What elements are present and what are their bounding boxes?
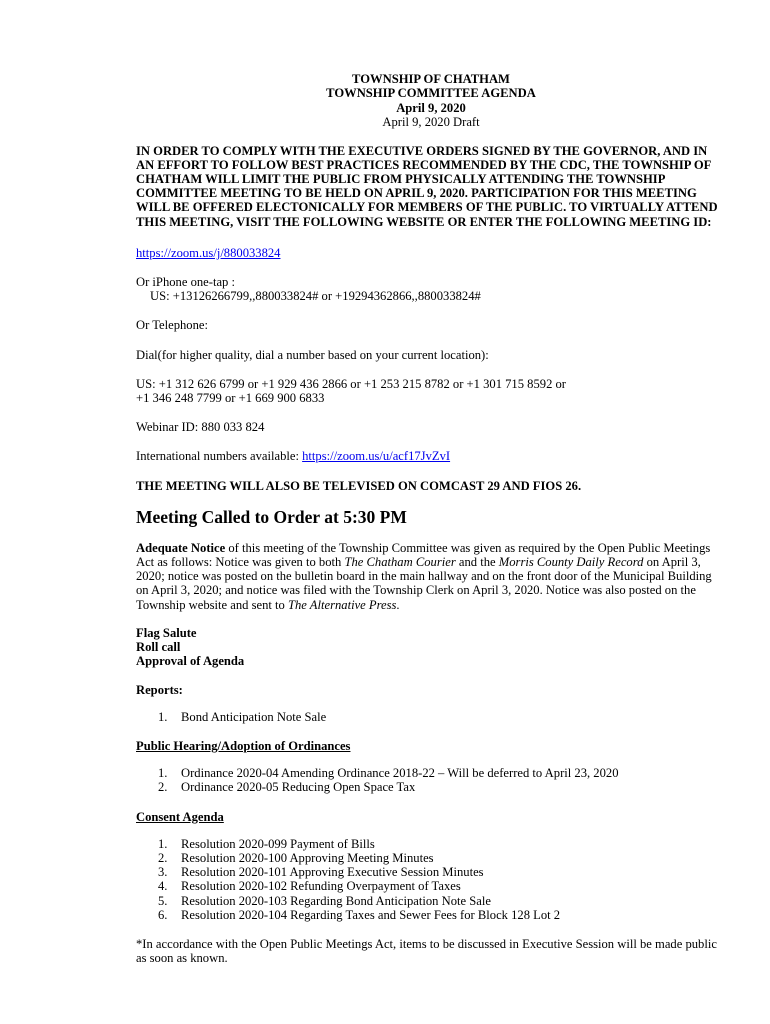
international-numbers-link[interactable]: https://zoom.us/u/acf17JvZvI [302,449,451,464]
list-item [136,894,726,908]
resolution-item-text: Resolution 2020-099 Payment of Bills [181,836,375,851]
flag-salute: Flag Salute [136,625,197,640]
list-item [136,908,726,922]
iphone-numbers: US: +13126266799,,880033824# or +19294362866,,880033824# [150,289,481,304]
resolution-item-text: Resolution 2020-100 Approving Meeting Minutes [181,850,434,865]
list-item [136,851,726,865]
list-number: 2. [158,780,168,795]
list-item [136,865,726,879]
list-number: 6. [158,907,168,922]
ordinances-list [136,766,726,794]
list-number: 1. [158,709,168,724]
reports-heading: Reports: [136,682,183,697]
executive-session-footnote: *In accordance with the Open Public Meetings Act, items to be discussed in Executive Session will be made public as soon as known. [136,936,717,966]
resolution-item-text: Resolution 2020-103 Regarding Bond Anticipation Note Sale [181,893,491,908]
reports-list [136,710,726,724]
draft-label: April 9, 2020 Draft [382,115,480,130]
list-item [136,879,726,893]
adequate-notice-lead: Adequate Notice [136,540,226,555]
list-number: 2. [158,850,168,865]
adequate-text-1: of this meeting of the Township Committee was given as required by the Open Public Meetings Act as follows: Notice was given to both [136,540,711,570]
resolution-item-text: Resolution 2020-102 Refunding Overpayment of Taxes [181,879,461,894]
resolution-item-text: Resolution 2020-101 Approving Executive Session Minutes [181,865,484,880]
zoom-meeting-link[interactable]: https://zoom.us/j/880033824 [136,245,281,260]
daily-record-title: Morris County Daily Record [498,555,644,570]
dial-label: Dial(for higher quality, dial a number based on your current location): [136,347,489,362]
township-title: TOWNSHIP OF CHATHAM [352,72,510,86]
televised-notice: THE MEETING WILL ALSO BE TELEVISED ON COMCAST 29 AND FIOS 26. [136,478,582,493]
phone-numbers-line1: US: +1 312 626 6799 or +1 929 436 2866 or +1 253 215 8782 or +1 301 715 8592 or [136,376,567,391]
zoom-link-line [136,246,726,260]
international-label: International numbers available: [136,449,303,464]
list-number: 1. [158,766,168,781]
iphone-label: Or iPhone one-tap : [136,275,235,290]
adequate-text-4: . [396,597,400,612]
list-item [136,837,726,851]
adequate-text-2: and the [455,555,499,570]
agenda-title: TOWNSHIP COMMITTEE AGENDA [326,86,536,101]
alternative-press-title: The Alternative Press [287,597,397,612]
ordinance-item-text: Ordinance 2020-05 Reducing Open Space Tax [181,780,416,795]
approval-of-agenda: Approval of Agenda [136,654,245,669]
ordinances-heading: Public Hearing/Adoption of Ordinances [136,738,351,753]
list-number: 4. [158,879,168,894]
adequate-notice-paragraph [136,541,726,612]
list-number: 3. [158,865,168,880]
phone-numbers-line2: +1 346 248 7799 or +1 669 900 6833 [136,391,325,406]
adequate-text-3: on April 3, 2020; notice was posted on the bulletin board in the main hallway and on the front door of the Municipal Building on April 3, 2020; and notice was filed with the Township Clerk on April 3, 2020. Notice was also posted on the Township website and sent to [136,555,712,612]
list-item [136,780,726,794]
list-item [136,766,726,780]
roll-call: Roll call [136,640,181,655]
agenda-date: April 9, 2020 [396,100,466,115]
meeting-called-heading: Meeting Called to Order at 5:30 PM [136,506,407,527]
list-number: 1. [158,836,168,851]
list-item [136,710,726,724]
list-number: 5. [158,893,168,908]
consent-agenda-heading: Consent Agenda [136,809,224,824]
agenda-header [136,72,726,130]
resolution-item-text: Resolution 2020-104 Regarding Taxes and Sewer Fees for Block 128 Lot 2 [181,907,561,922]
chatham-courier-title: The Chatham Courier [344,555,456,570]
webinar-id: Webinar ID: 880 033 824 [136,420,265,435]
telephone-label: Or Telephone: [136,318,208,333]
ordinance-item-text: Ordinance 2020-04 Amending Ordinance 2018-22 – Will be deferred to April 23, 2020 [181,766,619,781]
agenda-page [136,72,726,965]
executive-orders-notice: IN ORDER TO COMPLY WITH THE EXECUTIVE ORDERS SIGNED BY THE GOVERNOR, AND IN AN EFFORT TO FOLLOW BEST PRACTICES RECOMMENDED BY THE CDC, THE TOWNSHIP OF CHATHAM WILL LIMIT THE PUBLIC FROM PHYSICALLY ATTENDING THE TOWNSHIP COMMITTEE MEETING TO BE HELD ON APRIL 9, 2020. PARTICIPATION FOR THIS MEETING WILL BE OFFERED ELECTONICALLY FOR MEMBERS OF THE PUBLIC. TO VIRTUALLY ATTEND THIS MEETING, VISIT THE FOLLOWING WEBSITE OR ENTER THE FOLLOWING MEETING ID: [136,143,718,229]
report-item-text: Bond Anticipation Note Sale [181,709,327,724]
international-numbers-line [136,449,726,463]
consent-agenda-list [136,837,726,922]
